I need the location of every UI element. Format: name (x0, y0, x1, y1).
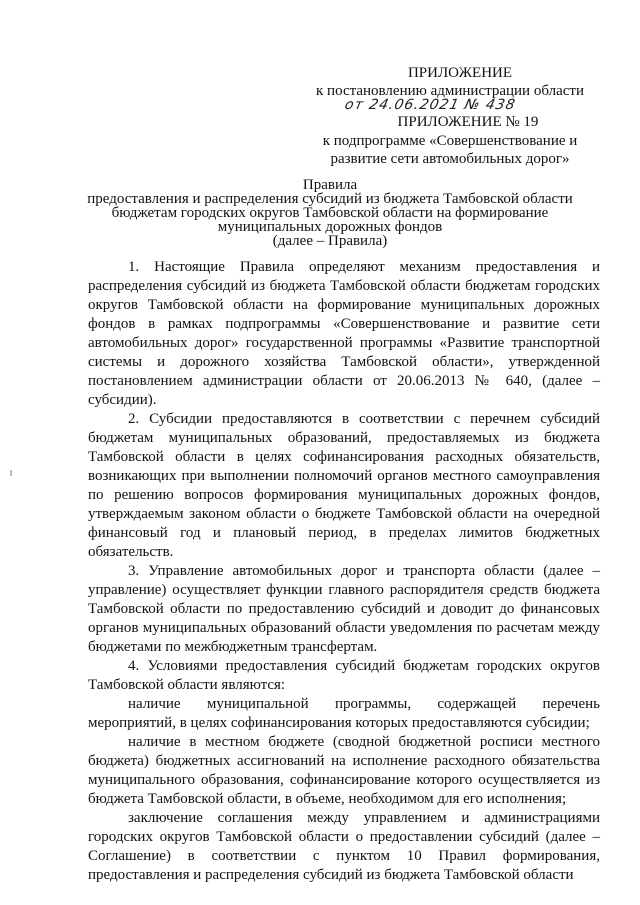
title-line-2: предоставления и распределения субсидий из бюджета Тамбовской области (87, 191, 573, 207)
appendix-heading: ПРИЛОЖЕНИЕ (407, 65, 513, 81)
paragraph-4-condition-c: заключение соглашения между управлением и администрациями городских округов Тамбовской области о предоставлении субсидий (далее – Соглашение) в соответствии с пунктом 10 Правил формирования, предоставления и распределения субсидий из бюджета Тамбовской области (88, 810, 600, 883)
scan-margin-mark (10, 470, 12, 476)
title-line-5: (далее – Правила) (272, 233, 388, 249)
paragraph-4-condition-b: наличие в местном бюджете (сводной бюджетной росписи местного бюджета) бюджетных ассигнований на исполнение расходного обязательства муниципального образования, софинансирование которого осуществляется из бюджета Тамбовской области, в объеме, необходимом для его исполнения; (88, 734, 600, 807)
document-title (80, 178, 580, 248)
title-line-4: муниципальных дорожных фондов (217, 219, 443, 235)
appendix-19-heading: ПРИЛОЖЕНИЕ № 19 (397, 114, 539, 130)
document-body (88, 258, 600, 885)
subprogram-reference (300, 132, 600, 168)
paragraph-2: 2. Субсидии предоставляются в соответствии с перечнем субсидий бюджетам муниципальных образований, предоставляемых из бюджета Тамбовской области в целях софинансирования расходных обязательств, возникающих при выполнении полномочий органов местного самоуправления по решению вопросов формирования муниципальных дорожных фондов, утверждаемым законом области о бюджете Тамбовской области на очередной финансовый год и плановый период, в пределах лимитов бюджетных обязательств. (88, 411, 600, 560)
title-line-1: Правила (302, 177, 358, 193)
subprogram-line-1: к подпрограмме «Совершенствование и (322, 133, 578, 149)
title-line-3: бюджетам городских округов Тамбовской области на формирование (111, 205, 549, 221)
paragraph-4-condition-a: наличие муниципальной программы, содержащей перечень мероприятий, в целях софинансирования которых предоставляются субсидии; (88, 696, 600, 731)
subprogram-line-2: развитие сети автомобильных дорог» (330, 151, 570, 167)
paragraph-4: 4. Условиями предоставления субсидий бюджетам городских округов Тамбовской области являются: (88, 658, 600, 693)
paragraph-1: 1. Настоящие Правила определяют механизм предоставления и распределения субсидий из бюджета Тамбовской области бюджетам городских округов Тамбовской области на формирование муниципальных дорожных фондов в рамках подпрограммы «Совершенствование и развитие сети автомобильных дорог» государственной программы «Развитие транспортной системы и дорожного хозяйства Тамбовской области», утвержденной постановлением администрации области от 20.06.2013 № 640, (далее – субсидии). (88, 259, 600, 408)
handwritten-date-number: от 24.06.2021 № 438 (343, 97, 518, 113)
resolution-reference: к постановлению администрации области (316, 83, 584, 99)
paragraph-3: 3. Управление автомобильных дорог и транспорта области (далее – управление) осуществляет функции главного распорядителя средств бюджета Тамбовской области по предоставлению субсидий и доводит до финансовых органов муниципальных образований области уведомления по расчетам между бюджетами по межбюджетным трансфертам. (88, 563, 600, 655)
